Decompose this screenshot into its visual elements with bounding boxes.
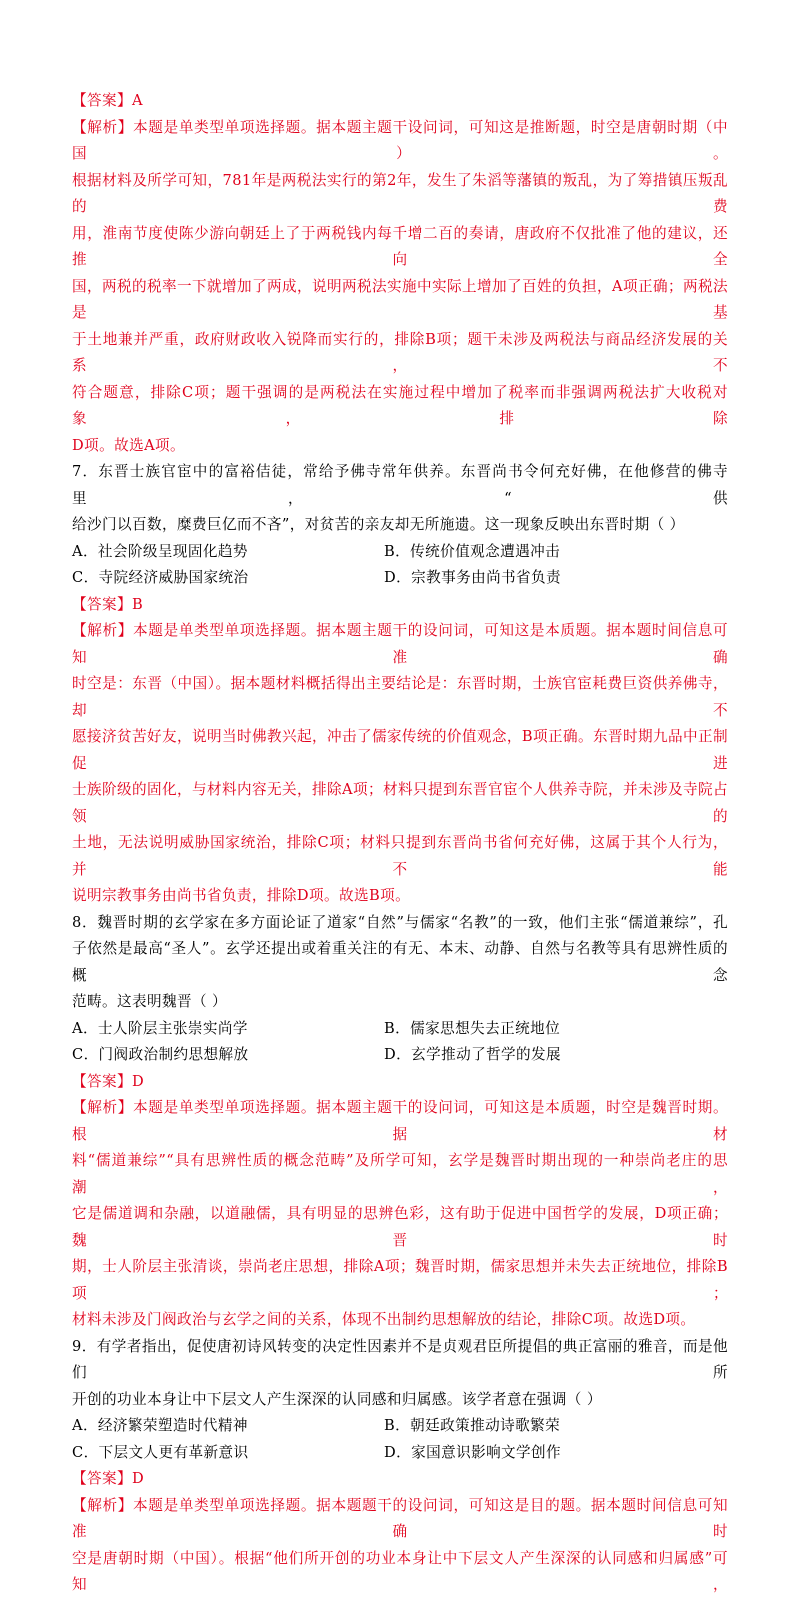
analysis-line: 根据材料及所学可知，781年是两税法实行的第2年，发生了朱滔等藩镇的叛乱，为了筹措镇压叛乱的费 <box>72 171 728 215</box>
analysis-q7 <box>72 618 728 910</box>
question-stem-line: 给沙门以百数，糜费巨亿而不吝”，对贫苦的亲友却无所施遗。这一现象反映出东晋时期（ ） <box>72 516 685 533</box>
option-a: A．社会阶级呈现固化趋势 <box>72 542 248 560</box>
analysis-line: 士族阶级的固化，与材料内容无关，排除A项；材料只提到东晋官宦个人供养寺院，并未涉及寺院占领的 <box>72 781 728 825</box>
question-stem-line: 9．有学者指出，促使唐初诗风转变的决定性因素并不是贞观君臣所提倡的典正富丽的雅音，而是他们所 <box>72 1337 728 1381</box>
option-c: C．门阀政治制约思想解放 <box>72 1046 249 1063</box>
analysis-line: 【解析】本题是单类型单项选择题。据本题主题干的设问词，可知这是本质题，时空是魏晋时期。根据材 <box>72 1099 728 1143</box>
option-c: C．寺院经济威胁国家统治 <box>72 569 249 586</box>
options-row <box>72 1440 728 1467</box>
analysis-line: 期，士人阶层主张清谈，崇尚老庄思想，排除A项；魏晋时期，儒家思想并未失去正统地位，排除B项； <box>72 1258 728 1302</box>
question-stem-line: 子依然是最高“圣人”。玄学还提出或着重关注的有无、本末、动静、自然与名教等具有思辨性质的概念 <box>72 940 728 984</box>
answer-q7: 【答案】B <box>72 595 144 613</box>
option-c: C．下层文人更有革新意识 <box>72 1443 249 1461</box>
analysis-line: 料“儒道兼综”“具有思辨性质的概念范畴”及所学可知，玄学是魏晋时期出现的一种崇尚老庄的思潮， <box>72 1152 728 1196</box>
question-q7 <box>72 459 728 592</box>
analysis-line: 国，两税的税率一下就增加了两成，说明两税法实施中实际上增加了百姓的负担，A项正确；两税法是基 <box>72 277 728 321</box>
analysis-line: 于土地兼并严重，政府财政收入锐降而实行的，排除B项；题干未涉及两税法与商品经济发展的关系，不 <box>72 330 728 374</box>
option-b: B．朝廷政策推动诗歌繁荣 <box>384 1417 561 1434</box>
options-row <box>72 1042 728 1069</box>
analysis-q9 <box>72 1493 728 1599</box>
question-q9 <box>72 1334 728 1467</box>
analysis-q8 <box>72 1095 728 1334</box>
options-row <box>72 1413 728 1440</box>
answer-q6: 【答案】A <box>72 92 143 109</box>
options-row <box>72 1016 728 1043</box>
analysis-line: 【解析】本题是单类型单项选择题。据本题主题干设问词，可知这是推断题，时空是唐朝时期（中国）。 <box>72 118 728 162</box>
option-d: D．家国意识影响文学创作 <box>384 1443 562 1461</box>
analysis-line: 时空是：东晋（中国）。据本题材料概括得出主要结论是：东晋时期，士族官宦耗费巨资供养佛寺，却不 <box>72 675 728 719</box>
analysis-line: 土地，无法说明威胁国家统治，排除C项；材料只提到东晋尚书省何充好佛，这属于其个人行为，并不能 <box>72 834 728 878</box>
analysis-line: 【解析】本题是单类型单项选择题。据本题主题干的设问词，可知这是本质题。据本题时间信息可知准确 <box>72 622 728 666</box>
question-q8 <box>72 910 728 1069</box>
analysis-line: 用，淮南节度使陈少游向朝廷上了于两税钱内每千增二百的奏请，唐政府不仅批准了他的建议，还推向全 <box>72 224 728 268</box>
analysis-line: 空是唐朝时期（中国）。根据“他们所开创的功业本身让中下层文人产生深深的认同感和归属感”可知， <box>72 1549 728 1593</box>
answer-q9: 【答案】D <box>72 1470 145 1487</box>
option-b: B．儒家思想失去正统地位 <box>384 1019 561 1037</box>
analysis-line: 材料未涉及门阀政治与玄学之间的关系，体现不出制约思想解放的结论，排除C项。故选D项。 <box>72 1311 696 1328</box>
analysis-line: 愿接济贫苦好友，说明当时佛教兴起，冲击了儒家传统的价值观念，B项正确。东晋时期九品中正制促进 <box>72 728 728 772</box>
question-stem-line: 7．东晋士族官宦中的富裕佶徒，常给予佛寺常年供养。东晋尚书令何充好佛，在他修营的佛寺里，“供 <box>72 463 728 507</box>
question-stem-line: 范畴。这表明魏晋（ ） <box>72 993 227 1010</box>
analysis-line: 符合题意，排除C项；题干强调的是两税法在实施过程中增加了税率而非强调两税法扩大收税对象，排除 <box>72 383 728 427</box>
question-stem-line: 开创的功业本身让中下层文人产生深深的认同感和归属感。该学者意在强调（ ） <box>72 1390 602 1408</box>
option-b: B．传统价值观念遭遇冲击 <box>384 542 561 560</box>
analysis-line: D项。故选A项。 <box>72 436 186 454</box>
options-row <box>72 565 728 592</box>
option-a: A．经济繁荣塑造时代精神 <box>72 1417 248 1434</box>
page-content <box>72 88 728 1599</box>
question-stem-line: 8．魏晋时期的玄学家在多方面论证了道家“自然”与儒家“名教”的一致，他们主张“儒道兼综”，孔 <box>72 913 728 931</box>
analysis-line: 【解析】本题是单类型单项选择题。据本题题干的设问词，可知这是目的题。据本题时间信息可知准确时 <box>72 1496 728 1540</box>
options-row <box>72 539 728 566</box>
analysis-q6 <box>72 115 728 460</box>
option-d: D．宗教事务由尚书省负责 <box>384 569 562 586</box>
analysis-line: 说明宗教事务由尚书省负责，排除D项。故选B项。 <box>72 887 411 904</box>
option-a: A．士人阶层主张崇实尚学 <box>72 1019 248 1037</box>
option-d: D．玄学推动了哲学的发展 <box>384 1046 562 1063</box>
answer-q8: 【答案】D <box>72 1072 145 1090</box>
analysis-line: 它是儒道调和杂融，以道融儒，具有明显的思辨色彩，这有助于促进中国哲学的发展，D项正确；魏晋时 <box>72 1205 728 1249</box>
